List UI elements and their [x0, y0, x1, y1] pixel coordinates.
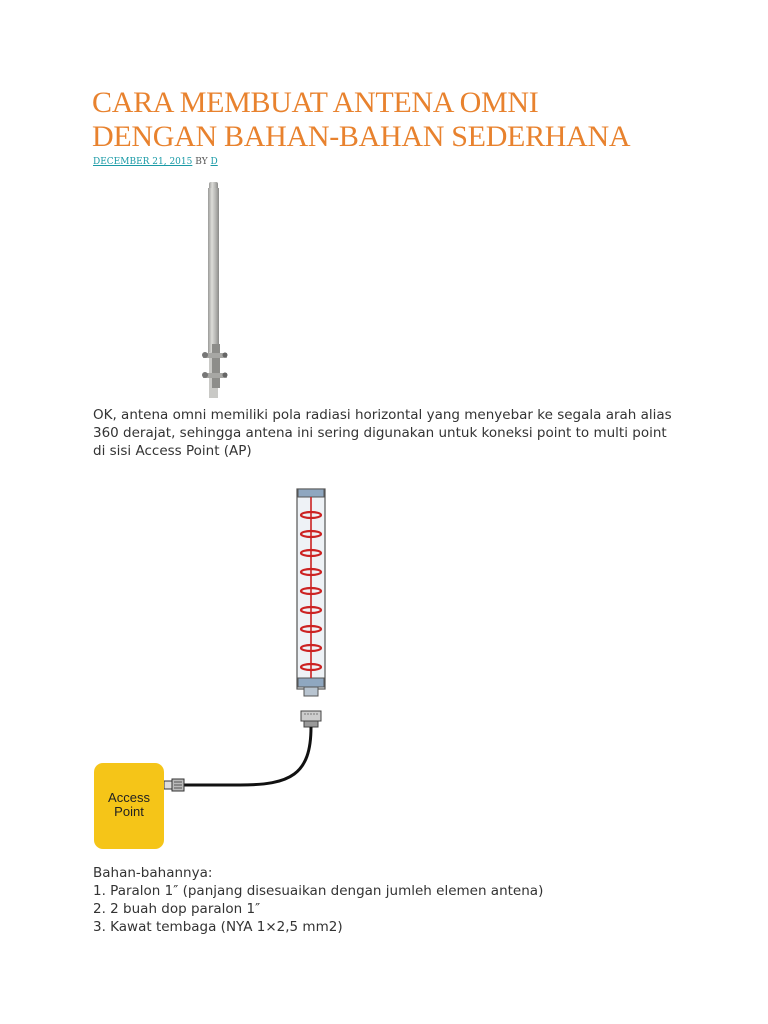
page-title: [92, 86, 732, 154]
intro-paragraph: OK, antena omni memiliki pola radiasi horizontal yang menyebar ke segala arah alias 360 derajat, sehingga antena ini sering digunakan untuk koneksi point to multi point di sisi Access Point (AP): [93, 407, 672, 459]
ap-label-line-2: Point: [114, 804, 144, 819]
list-item: 1. Paralon 1″ (panjang disesuaikan dengan jumleh elemen antena): [93, 883, 544, 899]
ap-label-line-1: Access: [108, 790, 150, 805]
materials-heading: Bahan-bahannya:: [93, 865, 213, 881]
omni-antenna-photo: [195, 180, 235, 400]
list-item: 2. 2 buah dop paralon 1″: [93, 901, 261, 917]
antenna-diagram: [90, 485, 350, 855]
title-line-1: CARA MEMBUAT ANTENA OMNI: [92, 86, 539, 119]
post-date-link[interactable]: DECEMBER 21, 2015: [93, 157, 193, 167]
post-meta: [93, 157, 218, 167]
author-link[interactable]: D: [210, 157, 218, 167]
list-item: 3. Kawat tembaga (NYA 1×2,5 mm2): [93, 919, 343, 935]
materials-list: [93, 864, 693, 936]
by-label: BY: [195, 157, 208, 167]
title-line-2: DENGAN BAHAN-BAHAN SEDERHANA: [92, 120, 631, 153]
